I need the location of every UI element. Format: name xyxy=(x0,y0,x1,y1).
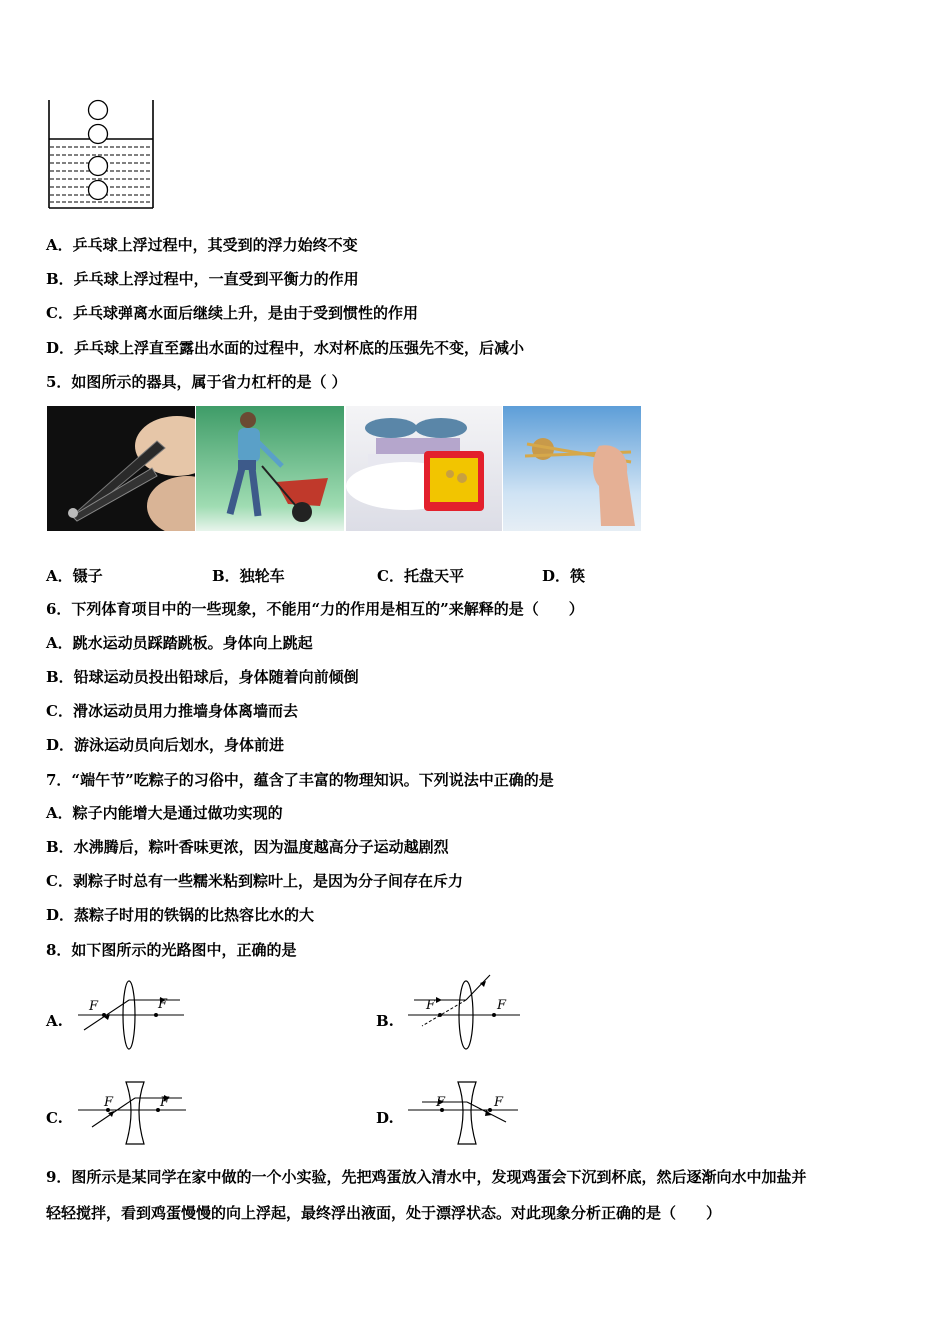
q5-option-b: B．独轮车 xyxy=(212,567,285,585)
svg-text:F: F xyxy=(426,998,436,1013)
chopsticks-image xyxy=(503,406,641,531)
ball xyxy=(89,125,108,144)
q6-option-d: D．游泳运动员向后划水，身体前进 xyxy=(46,736,285,754)
q7-option-b: B．水沸腾后，粽叶香味更浓，因为温度越高分子运动越剧烈 xyxy=(46,838,449,856)
q5-option-c: C．托盘天平 xyxy=(377,567,464,585)
ball xyxy=(89,101,108,120)
q6-option-c: C．滑冰运动员用力推墙身体离墙而去 xyxy=(46,702,298,720)
svg-text:F: F xyxy=(494,1095,504,1110)
q4-option-b: B．乒乓球上浮过程中，一直受到平衡力的作用 xyxy=(46,270,359,288)
svg-text:F: F xyxy=(89,999,99,1014)
beaker-figure xyxy=(44,96,159,214)
convex-lens-diagram-a xyxy=(76,978,186,1054)
concave-lens-diagram-d xyxy=(406,1080,520,1148)
q6-option-b: B．铅球运动员投出铅球后，身体随着向前倾倒 xyxy=(46,668,359,686)
convex-lens-diagram-b xyxy=(406,970,522,1054)
q7-option-a: A．粽子内能增大是通过做功实现的 xyxy=(46,804,283,822)
concave-lens-diagram-c xyxy=(76,1080,188,1148)
q8-label-a: A. xyxy=(46,1012,63,1030)
q6-stem: 6．下列体育项目中的一些现象，不能用“力的作用是相互的”来解释的是（ ） xyxy=(46,600,584,618)
svg-text:F: F xyxy=(497,998,507,1013)
svg-text:F: F xyxy=(158,997,168,1012)
q4-option-d: D．乒乓球上浮直至露出水面的过程中，水对杯底的压强先不变，后减小 xyxy=(46,339,525,357)
q8-stem: 8．如下图所示的光路图中，正确的是 xyxy=(46,941,297,959)
q4-option-a: A．乒乓球上浮过程中，其受到的浮力始终不变 xyxy=(46,236,358,254)
svg-text:F: F xyxy=(436,1095,446,1110)
tweezers-image xyxy=(47,406,195,531)
q5-stem: 5．如图所示的器具，属于省力杠杆的是（ ） xyxy=(46,373,347,391)
q9-line-1: 9．图所示是某同学在家中做的一个小实验，先把鸡蛋放入清水中，发现鸡蛋会下沉到杯底，然后逐渐向水中加盐并 xyxy=(46,1168,807,1186)
q7-option-c: C．剥粽子时总有一些糯米粘到粽叶上，是因为分子间存在斥力 xyxy=(46,872,463,890)
q5-option-d: D．筷 xyxy=(542,567,586,585)
q9-line-2: 轻轻搅拌，看到鸡蛋慢慢的向上浮起，最终浮出液面，处于漂浮状态。对此现象分析正确的是（ ） xyxy=(46,1204,722,1222)
wheelbarrow-image xyxy=(196,406,344,531)
svg-text:F: F xyxy=(104,1095,114,1110)
balance-scale-image xyxy=(346,406,502,531)
q5-option-a: A．镊子 xyxy=(46,567,103,585)
q7-stem: 7．“端午节”吃粽子的习俗中，蕴含了丰富的物理知识。下列说法中正确的是 xyxy=(46,771,554,789)
ball xyxy=(89,181,108,200)
q7-option-d: D．蒸粽子时用的铁锅的比热容比水的大 xyxy=(46,906,315,924)
svg-text:F: F xyxy=(160,1095,170,1110)
q6-option-a: A．跳水运动员踩踏跳板。身体向上跳起 xyxy=(46,634,313,652)
ball xyxy=(89,157,108,176)
q8-label-c: C. xyxy=(46,1109,63,1127)
q8-label-d: D. xyxy=(376,1109,394,1127)
q4-option-c: C．乒乓球弹离水面后继续上升，是由于受到惯性的作用 xyxy=(46,304,418,322)
q8-label-b: B. xyxy=(376,1012,394,1030)
